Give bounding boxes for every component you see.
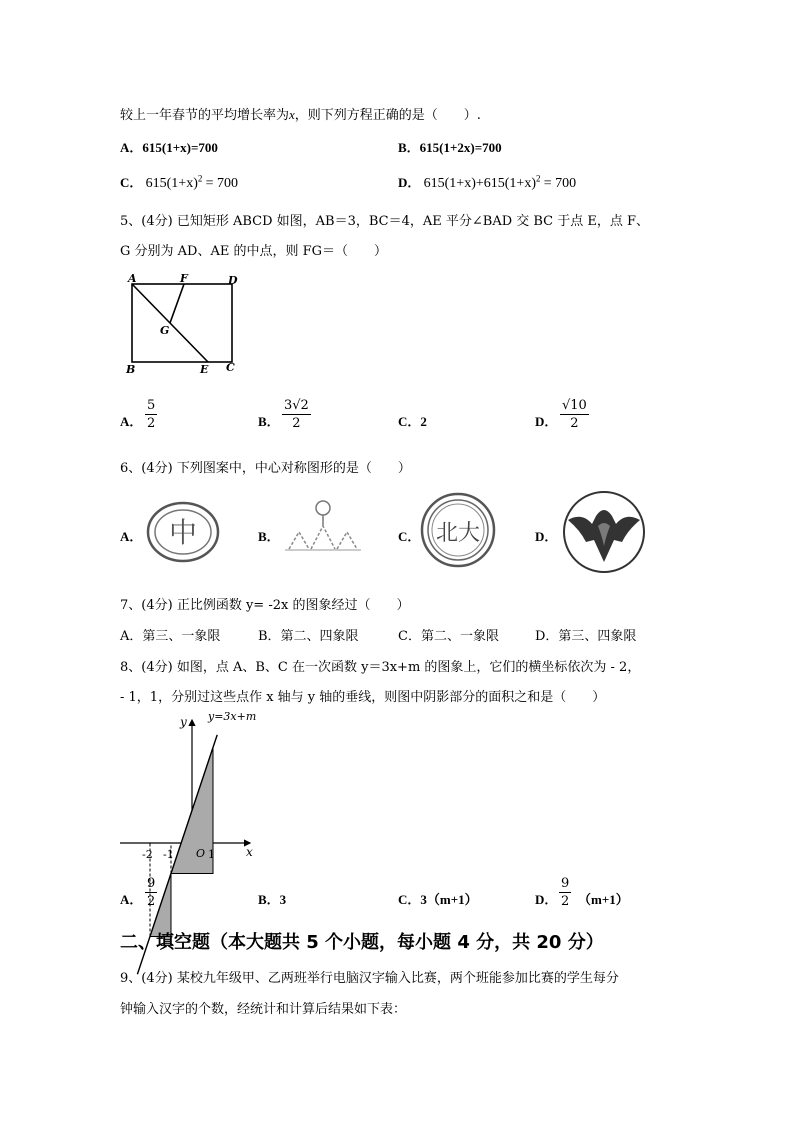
option-text: 2 xyxy=(420,414,427,429)
q8-option-a[interactable] xyxy=(120,889,142,908)
tick-label-neg2: -2 xyxy=(142,848,153,861)
q6-option-c[interactable] xyxy=(398,526,420,545)
label-f: F xyxy=(180,272,188,285)
q4-stem-text: 较上一年春节的平均增长率为 xyxy=(120,108,290,123)
option-letter: B． xyxy=(258,529,280,544)
option-letter: B． xyxy=(258,414,280,429)
option-rhs: = 700 xyxy=(543,176,577,191)
option-letter: D． xyxy=(535,892,558,907)
numerator: 9 xyxy=(561,876,570,891)
numerator: 3√2 xyxy=(284,398,309,413)
q6-stem: 6、(4分) 下列图案中，中心对称图形的是（ ） xyxy=(120,461,411,476)
numerator: 5 xyxy=(147,398,156,413)
q8-option-d[interactable] xyxy=(535,889,557,908)
q4-option-b[interactable] xyxy=(398,137,502,156)
q5-option-d-fraction xyxy=(560,398,589,432)
origin-label: O xyxy=(196,847,206,860)
q6-option-a[interactable] xyxy=(120,526,142,545)
tick-label-neg1: -1 xyxy=(163,848,174,861)
q8-option-d-suffix: （m+1） xyxy=(578,892,629,907)
q5-option-d[interactable] xyxy=(535,411,557,430)
numerator: 9 xyxy=(147,876,156,891)
q9-stem-line1: 9、(4分) 某校九年级甲、乙两班举行电脑汉字输入比赛，两个班能参加比赛的学生每分 xyxy=(120,971,619,986)
option-letter: D． xyxy=(535,529,558,544)
q5-option-a[interactable] xyxy=(120,411,142,430)
q7-option-a[interactable]: A．第三、一象限 xyxy=(120,629,221,644)
x-axis-label: x xyxy=(246,845,253,859)
option-letter: A． xyxy=(120,140,143,155)
option-letter: C． xyxy=(120,175,143,190)
q8-function-graph xyxy=(120,708,270,868)
q8-option-a-fraction xyxy=(145,876,157,910)
option-letter: A． xyxy=(120,529,143,544)
option-expr: 615(1+x) xyxy=(145,176,198,191)
option-letter: A． xyxy=(120,414,143,429)
denominator: 2 xyxy=(147,894,156,909)
q6-emblem-b-icon xyxy=(283,494,363,554)
option-text: 3（m+1） xyxy=(420,892,478,907)
rectangle-abcd xyxy=(132,284,232,362)
denominator: 2 xyxy=(561,894,570,909)
q6-emblem-c-icon xyxy=(420,492,496,568)
q8-option-c[interactable] xyxy=(398,889,478,908)
q5-option-c[interactable] xyxy=(398,411,427,430)
option-letter: C． xyxy=(398,892,421,907)
denominator: 2 xyxy=(292,416,301,431)
q6-emblem-d-icon xyxy=(562,490,646,574)
emblem-a-char: 中 xyxy=(168,516,198,549)
option-letter: D． xyxy=(535,414,558,429)
option-expr: 615(1+x)+615(1+x) xyxy=(423,176,536,191)
line-label: y=3x+m xyxy=(208,710,257,723)
q7-stem: 7、(4分) 正比例函数 y= -2x 的图象经过（ ） xyxy=(120,598,410,613)
numerator: √10 xyxy=(562,398,587,413)
q8-stem-line1: 8、(4分) 如图，点 A、B、C 在一次函数 y＝3x+m 的图象上，它们的横坐标依次为 - 2， xyxy=(120,660,641,675)
q8-option-d-fraction xyxy=(559,876,571,910)
q4-var: x xyxy=(289,107,295,122)
denominator: 2 xyxy=(570,416,579,431)
option-letter: B． xyxy=(258,892,280,907)
label-a: A xyxy=(128,272,137,285)
label-e: E xyxy=(200,363,209,376)
emblem-c-chars: 北大 xyxy=(435,521,481,546)
q7-option-b[interactable]: B．第二、四象限 xyxy=(258,629,359,644)
q4-stem-end: ，则下列方程正确的是（ ）. xyxy=(294,108,481,123)
option-rhs: = 700 xyxy=(205,176,239,191)
label-d: D xyxy=(228,274,238,287)
q5-option-a-fraction xyxy=(145,398,157,432)
option-exp: 2 xyxy=(535,173,541,184)
q9-stem-line2: 钟输入汉字的个数，经统计和计算后结果如下表： xyxy=(120,1002,407,1017)
q4-stem xyxy=(120,104,481,123)
option-text: 615(1+2x)=700 xyxy=(419,140,502,155)
q8-option-b[interactable] xyxy=(258,889,286,908)
option-text: 3 xyxy=(279,892,287,907)
label-c: C xyxy=(226,361,235,374)
option-letter: C． xyxy=(398,529,421,544)
y-axis-label: y xyxy=(180,715,187,729)
tick-label-1: 1 xyxy=(208,848,215,861)
q6-option-b[interactable] xyxy=(258,526,280,545)
denominator: 2 xyxy=(147,416,156,431)
q4-option-c[interactable] xyxy=(120,172,238,192)
label-g: G xyxy=(160,324,170,337)
q4-option-a[interactable] xyxy=(120,137,218,156)
option-exp: 2 xyxy=(197,173,203,184)
option-letter: B． xyxy=(398,140,420,155)
q5-stem-line1: 5、(4分) 已知矩形 ABCD 如图，AB＝3，BC＝4，AE 平分∠BAD 交 BC 于点 E，点 F、 xyxy=(120,214,650,229)
segment-fg xyxy=(170,284,184,323)
q5-rectangle-figure xyxy=(120,270,250,380)
q4-option-d[interactable] xyxy=(398,172,576,192)
option-text: 615(1+x)=700 xyxy=(142,140,218,155)
option-letter: A． xyxy=(120,892,143,907)
q7-option-c[interactable]: C．第二、一象限 xyxy=(398,629,499,644)
q8-stem-line2: - 1，1，分别过这些点作 x 轴与 y 轴的垂线，则图中阴影部分的面积之和是（ ） xyxy=(120,690,606,705)
q5-option-b-fraction xyxy=(282,398,311,432)
q5-option-b[interactable] xyxy=(258,411,280,430)
q7-option-d[interactable]: D．第三、四象限 xyxy=(535,629,637,644)
q6-emblem-a-icon xyxy=(146,500,220,564)
q6-option-d[interactable] xyxy=(535,526,557,545)
label-b: B xyxy=(126,363,136,376)
q5-stem-line2: G 分别为 AD、AE 的中点，则 FG＝（ ） xyxy=(120,244,388,259)
option-letter: C． xyxy=(398,414,421,429)
option-letter: D． xyxy=(398,175,421,190)
section-2-title: 二、填空题（本大题共 5 个小题，每小题 4 分，共 20 分） xyxy=(120,932,604,953)
